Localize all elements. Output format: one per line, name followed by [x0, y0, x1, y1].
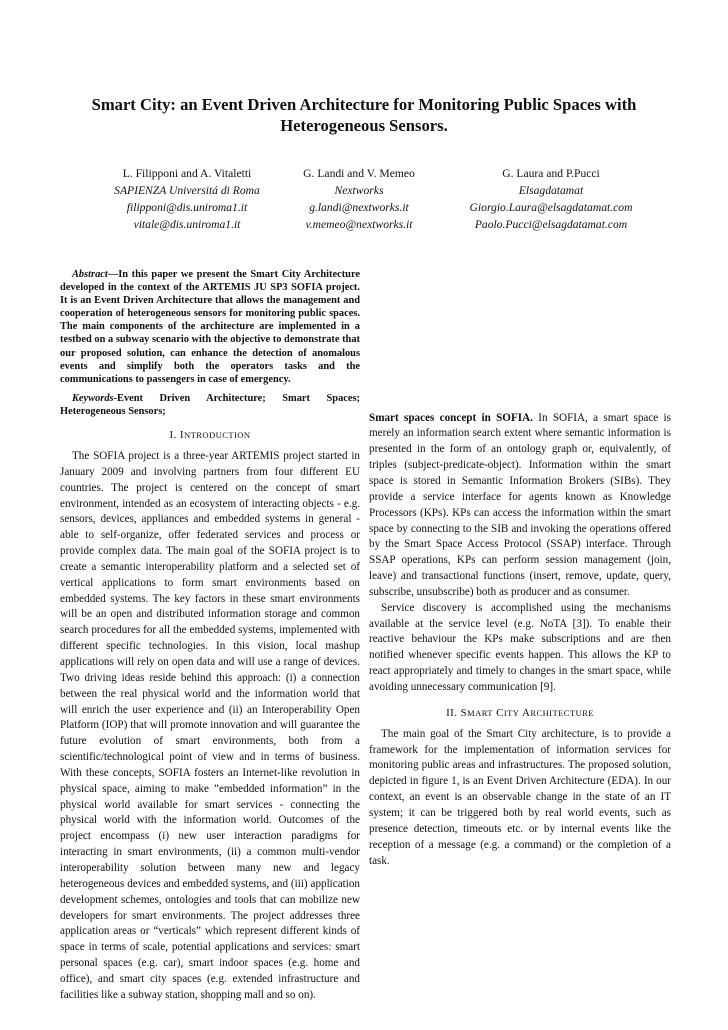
keywords-text: -Event Driven Architecture; Smart Spaces; Heterogeneous Sensors;: [60, 392, 360, 417]
author-block: [0, 165, 728, 235]
abstract-label: Abstract: [72, 269, 108, 280]
author-email: g.landi@nextworks.it: [309, 201, 409, 214]
architecture-paragraph: The main goal of the Smart City architecture, is to provide a framework for the implementation of information services for monitoring public areas and infrastructures. The proposed solution, depicted in figure 1, is an Event Driven Architecture (EDA). In our context, an event is an observable change in the state of an IT system; it can be triggered both by real world events, such as presence detection, timeouts etc. or by internal events like the reception of a message (e.g. a command) or the completion of a task.: [369, 727, 671, 867]
section-rest: ITY: [503, 707, 520, 718]
author-email: Paolo.Pucci@elsagdatamat.com: [474, 218, 628, 231]
section-initial: S: [460, 706, 468, 719]
author-affiliation: Nextworks: [334, 184, 384, 197]
section-heading-introduction: [60, 427, 360, 443]
section-initial: A: [521, 706, 531, 719]
author-group-2: [278, 165, 440, 233]
smart-spaces-text: In SOFIA, a smart space is merely an information search extent where semantic information is presented in the form of an ontology graph or, equivalently, of triples (subject-predicate-object). Information within the smart space is stored in Semantic Information Brokers (SIBs). They provide a service interface for agents known as Knowledge Processors (KPs). KPs can access the information within the smart space by connecting to the SIB and invoking the operations offered by the Smart Space Access Protocol (SSAP) interface. Through SSAP operations, KPs can perform session management (join, leave) and transactional functions (insert, remove, update, query, subscribe, unsubscribe) both as producer and as consumer.: [369, 411, 671, 598]
right-column: [369, 268, 671, 869]
author-email: vitale@dis.uniroma1.it: [133, 218, 241, 231]
author-email: v.memeo@nextworks.it: [305, 218, 413, 231]
keywords-label: Keywords: [72, 392, 114, 404]
author-names: L. Filipponi and A. Vitaletti: [122, 167, 252, 180]
author-group-1: [76, 165, 298, 233]
section-initial: I: [179, 429, 184, 442]
keywords: [60, 392, 360, 418]
author-names: G. Laura and P.Pucci: [502, 167, 600, 180]
intro-paragraph-continued: [369, 268, 671, 411]
section-rest: NTRODUCTION: [183, 430, 251, 441]
section-heading-architecture: [369, 705, 671, 721]
section-rest: MART: [467, 707, 493, 718]
paper-title: [40, 94, 688, 136]
section-initial: C: [496, 706, 504, 719]
author-affiliation: Elsagdatamat: [518, 184, 584, 197]
service-discovery-paragraph: Service discovery is accomplished using the mechanisms available at the service level (e.g. NoTA [3]). To enable their reactive behaviour the KPs make subscriptions and are then notified whenever specific events happen. This allows the KP to react appropriately and timely to changes in the smart space, while avoiding unnecessary communication [9].: [369, 601, 671, 693]
section-rest: RCHITECTURE: [530, 707, 594, 718]
section-numeral: I.: [169, 429, 177, 442]
author-email: filipponi@dis.uniroma1.it: [126, 201, 248, 214]
author-affiliation: SAPIENZA Universitá di Roma: [114, 184, 260, 197]
intro-paragraph: The SOFIA project is a three-year ARTEMIS project started in January 2009 and involving partners from four different EU countries. The project is centered on the concept of smart environment, intended as an ecosystem of interacting objects - e.g. sensors, devices, appliances and embedded systems in general - able to self-organize, offer federated services and process or provide complex data. The main goal of the SOFIA project is to create a semantic interoperability platform and a selected set of vertical applications to form smart environments based on embedded systems. The key factors in these smart environments will be an open and distributed information storage and common search procedures for all the embedded systems, implemented with different specific technologies. In this vision, local mashup applications will rely on open data and will use a range of devices. Two driving ideas reside behind this approach: (i) a connection between the real physical world and the information world that will enrich the user experience and (ii) an Interoperability Open Platform (IOP) that will promote innovation and will guarantee the future evolution of smart environments, both from a scientific/technological point of view and in terms of business. With these concepts, SOFIA fosters an Internet-like revolution in physical space, aiming to make ”embedded information” in the physical world available for smart services - connecting the physical world with the information world. Outcomes of the project encompass (i) new user interaction paradigms for interacting in smart environments, (ii) a common multi-vendor interoperability solution between many new and legacy heterogeneous devices and embedded systems, and (iii) application development schemes, ontologies and tools that can mobilize new developers for smart environments. The project addresses three application areas or “verticals” which represent different kinds of space in terms of scale, potential applications and services: smart personal spaces (e.g. car), smart indoor spaces (e.g. home and office), and smart city spaces (e.g. extended infrastructure and facilities like a subway station, shopping mall and so on).: [60, 450, 360, 1001]
smart-spaces-label: Smart spaces concept in SOFIA.: [369, 411, 533, 424]
section-numeral: II.: [446, 706, 458, 719]
title-line-1: Smart City: an Event Driven Architecture for Monitoring Public Spaces with: [91, 95, 637, 114]
left-column: [60, 268, 360, 1030]
author-group-3: [440, 165, 662, 233]
author-names: G. Landi and V. Memeo: [303, 167, 415, 180]
author-email: Giorgio.Laura@elsagdatamat.com: [469, 201, 633, 214]
title-line-2: Heterogeneous Sensors.: [280, 116, 448, 135]
abstract: [60, 268, 360, 386]
smart-spaces-paragraph: [369, 411, 671, 601]
abstract-text: —In this paper we present the Smart City Architecture developed in the context of the ARTEMIS JU SP3 SOFIA project. It is an Event Driven Architecture that allows the management and cooperation of heterogeneous sensors for monitoring public spaces. The main components of the architecture are implemented in a testbed on a subway scenario with the objective to demonstrate that our proposed solution, can enhance the detection of anomalous events and simplify both the operators tasks and the communications to passengers in case of emergency.: [60, 269, 360, 385]
